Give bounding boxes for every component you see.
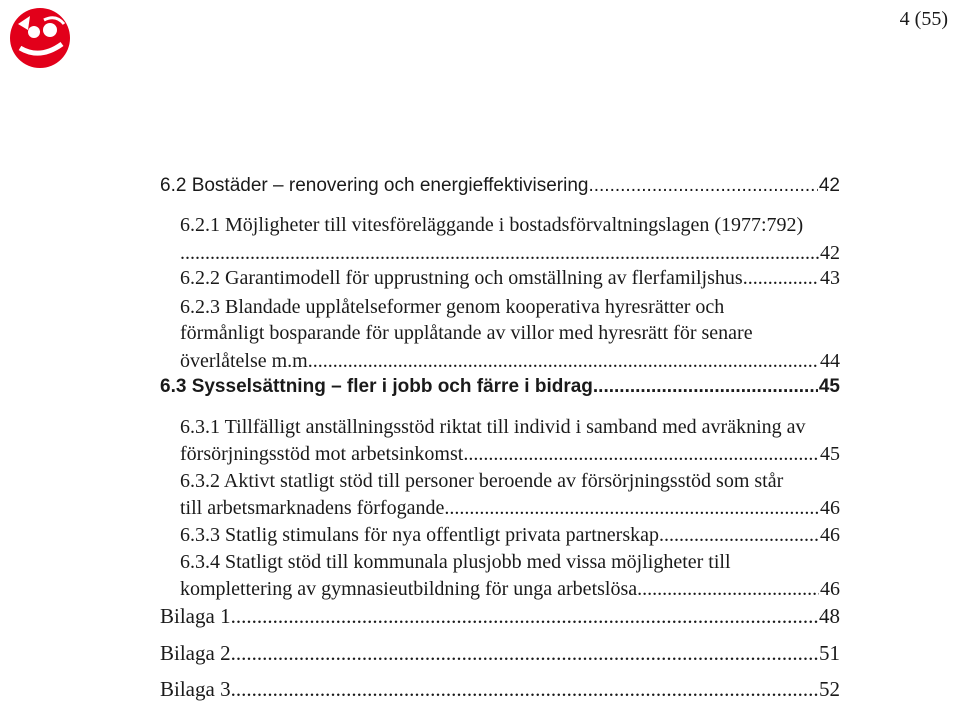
- toc-entry-title: Bilaga 2: [160, 641, 231, 665]
- toc-entry-title: Bilaga 3: [160, 677, 231, 701]
- toc-entry-6-3-1[interactable]: [180, 443, 840, 466]
- toc-entry-6-2-3[interactable]: [180, 350, 840, 373]
- toc-entry-title: 6.2.2 Garantimodell för upprustning och omställning av flerfamiljshus: [180, 267, 743, 289]
- toc-entry-bilaga-1[interactable]: [160, 604, 840, 629]
- toc-entry-6-3-4[interactable]: [180, 578, 840, 601]
- toc-entry-6-3-1-line1[interactable]: 6.3.1 Tillfälligt anställningsstöd riktat till individ i samband med avräkning av: [180, 416, 806, 438]
- rose-logo-icon: [0, 0, 80, 80]
- toc-entry-6-2-1-title[interactable]: 6.2.1 Möjligheter till vitesföreläggande i bostadsförvaltningslagen (1977:792): [180, 214, 804, 236]
- toc-entry-6-2-1[interactable]: [180, 242, 840, 265]
- toc-entry-page: 52: [819, 677, 840, 701]
- toc-entry-page: 42: [820, 242, 840, 264]
- dot-leader: [637, 578, 819, 601]
- toc-entry-title: försörjningsstöd mot arbetsinkomst: [180, 443, 464, 465]
- toc-entry-6-3-4-line1[interactable]: 6.3.4 Statligt stöd till kommunala plusjobb med vissa möjligheter till: [180, 551, 731, 573]
- page-number: 4 (55): [899, 8, 948, 30]
- toc-entry-6-3[interactable]: [160, 376, 840, 398]
- dot-leader: [180, 242, 819, 265]
- toc-entry-page: 51: [819, 641, 840, 665]
- toc-entry-title: till arbetsmarknadens förfogande: [180, 497, 445, 519]
- toc-entry-6-2[interactable]: [160, 175, 840, 197]
- toc-entry-bilaga-2[interactable]: [160, 641, 840, 666]
- toc-entry-page: 46: [820, 497, 840, 519]
- toc-entry-title: överlåtelse m.m.: [180, 350, 313, 372]
- dot-leader: [463, 443, 819, 466]
- toc-entry-6-2-3-line1[interactable]: 6.2.3 Blandade upplåtelseformer genom kooperativa hyresrätter och: [180, 296, 725, 318]
- dot-leader: [231, 641, 818, 666]
- toc-entry-6-3-2[interactable]: [180, 497, 840, 520]
- toc-entry-page: 43: [820, 267, 840, 289]
- dot-leader: [231, 677, 818, 702]
- toc-entry-6-3-3[interactable]: [180, 524, 840, 547]
- toc-entry-page: 48: [819, 604, 840, 628]
- dot-leader: [444, 497, 819, 520]
- toc-entry-page: 45: [820, 443, 840, 465]
- toc-entry-6-3-2-line1[interactable]: 6.3.2 Aktivt statligt stöd till personer beroende av försörjningsstöd som står: [180, 470, 784, 492]
- toc-entry-page: 44: [820, 350, 840, 372]
- dot-leader: [588, 175, 817, 197]
- toc-entry-title: komplettering av gymnasieutbildning för unga arbetslösa: [180, 578, 638, 600]
- toc-entry-page: 46: [820, 578, 840, 600]
- toc-entry-page: 46: [820, 524, 840, 546]
- dot-leader: [231, 604, 818, 629]
- toc-entry-page: 45: [818, 376, 840, 397]
- toc-entry-6-2-3-line2[interactable]: förmånligt bosparande för upplåtande av villor med hyresrätt för senare: [180, 322, 753, 344]
- toc-entry-title: 6.3.3 Statlig stimulans för nya offentligt privata partnerskap: [180, 524, 659, 546]
- toc-entry-page: 42: [818, 175, 840, 196]
- toc-entry-bilaga-3[interactable]: [160, 677, 840, 702]
- toc-entry-title: Bilaga 1: [160, 604, 231, 628]
- dot-leader: [593, 376, 818, 398]
- dot-leader: [743, 267, 819, 290]
- dot-leader: [313, 350, 819, 373]
- dot-leader: [659, 524, 819, 547]
- toc-entry-title: 6.2 Bostäder – renovering och energieffektivisering: [160, 175, 589, 196]
- toc-entry-title: 6.3 Sysselsättning – fler i jobb och färre i bidrag: [160, 376, 593, 397]
- toc-entry-6-2-2[interactable]: [180, 267, 840, 290]
